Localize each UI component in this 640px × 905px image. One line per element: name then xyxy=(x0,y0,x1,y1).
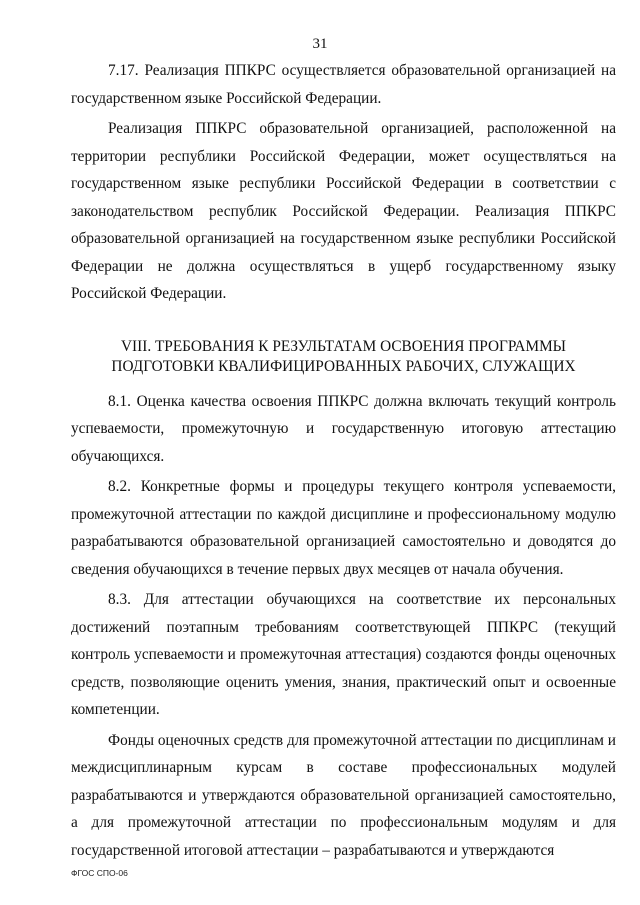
page-number: 31 xyxy=(312,36,328,52)
paragraph-assessment-funds: Фонды оценочных средств для промежуточной аттестации по дисциплинам и междисциплинарным курсам в составе профессиональных модулей разрабатываются и утверждаются образовательной организацией самостоятельно, а для промежуточной аттестации по профессиональным модулям и для государственной итоговой аттестации – разрабатываются и утверждаются xyxy=(71,731,616,859)
section-8-heading-line-1: VIII. ТРЕБОВАНИЯ К РЕЗУЛЬТАТАМ ОСВОЕНИЯ ПРОГРАММЫ xyxy=(120,337,567,355)
footer-code: ФГОС СПО-06 xyxy=(71,868,128,878)
section-8-heading-line-2: ПОДГОТОВКИ КВАЛИФИЦИРОВАННЫХ РАБОЧИХ, СЛУЖАЩИХ xyxy=(111,357,576,375)
paragraph-8-3: 8.3. Для аттестации обучающихся на соответствие их персональных достижений поэтапным требованиям соответствующей ППКРС (текущий контроль успеваемости и промежуточная аттестация) создаются фонды оценочных средств, позволяющие оценить умения, знания, практический опыт и освоенные компетенции. xyxy=(71,591,616,718)
paragraph-7-17: 7.17. Реализация ППКРС осуществляется образовательной организацией на государственном языке Российской Федерации. xyxy=(71,62,616,107)
paragraph-8-2: 8.2. Конкретные формы и процедуры текущего контроля успеваемости, промежуточной аттестации по каждой дисциплине и профессиональному модулю разрабатываются образовательной организацией самостоятельно и доводятся до сведения обучающихся в течение первых двух месяцев от начала обучения. xyxy=(71,478,616,578)
document-body xyxy=(71,57,616,864)
paragraph-language-regional: Реализация ППКРС образовательной организацией, расположенной на территории республики Российской Федерации, может осуществляться на государственном языке республики Российской Федерации в соответствии с законодательством республик Российской Федерации. Реализация ППКРС образовательной организацией на государственном языке республики Российской Федерации не должна осуществляться в ущерб государственному языку Российской Федерации. xyxy=(71,120,616,302)
paragraph-8-1: 8.1. Оценка качества освоения ППКРС должна включать текущий контроль успеваемости, промежуточную и государственную итоговую аттестацию обучающихся. xyxy=(71,392,616,465)
section-8-heading xyxy=(71,337,616,377)
